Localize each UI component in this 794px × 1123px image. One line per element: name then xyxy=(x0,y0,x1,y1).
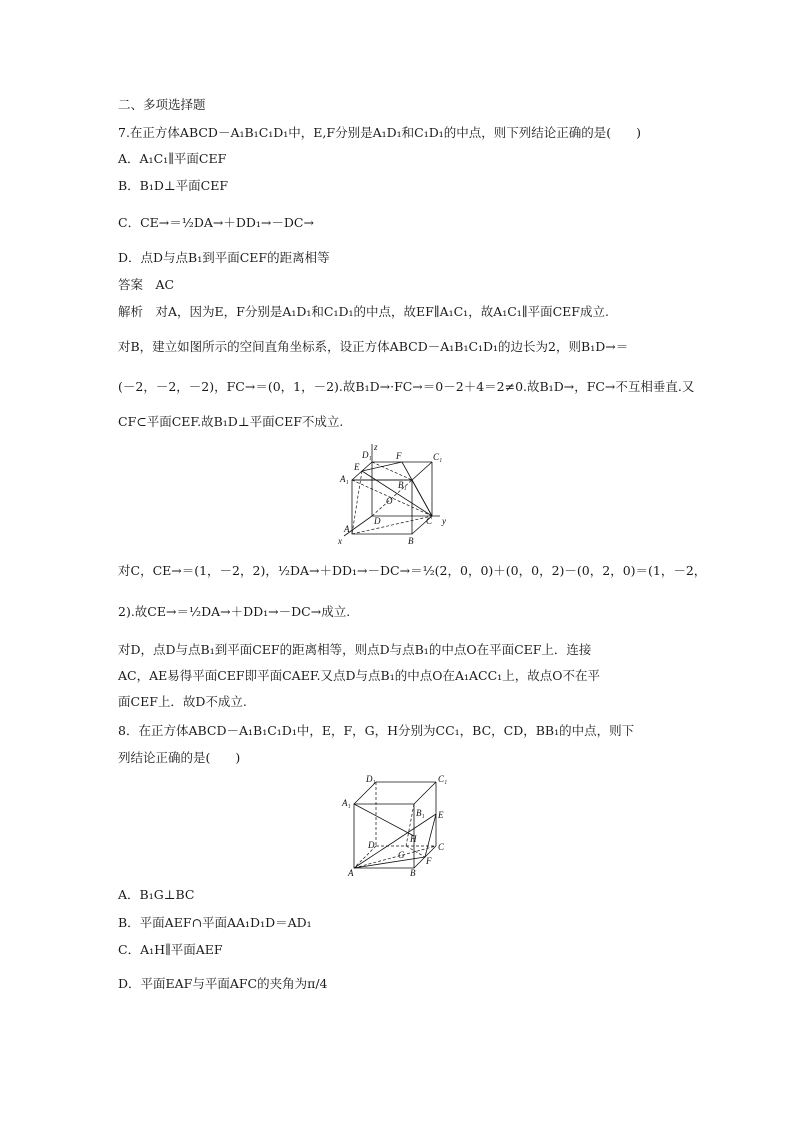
fig2-label: C xyxy=(438,842,445,852)
cube-coordinate-figure xyxy=(336,440,456,546)
fig1-label: C₁ xyxy=(433,452,443,462)
fig2-label: D xyxy=(368,840,375,850)
fig2-label: A₁ xyxy=(342,798,351,808)
q7-analysis-c-line: 对C，CE→＝(1，－2，2)，½DA→＋DD₁→－DC→＝½(2，0，0)＋(0，0，2)－(0，2，0)＝(1，－2， xyxy=(118,563,707,578)
fig2-label: A xyxy=(348,868,354,878)
fig1-label: B₁ xyxy=(398,480,407,490)
fig1-label: O xyxy=(386,496,393,506)
q8-option-d: D．平面EAF与平面AFC的夹角为π/4 xyxy=(118,976,328,991)
q8-option-b: B．平面AEF∩平面AA₁D₁D＝AD₁ xyxy=(118,915,312,930)
fig2-label: E xyxy=(438,810,444,820)
fig2-label: G xyxy=(398,850,405,860)
q7-analysis-d-line: 对D，点D与点B₁到平面CEF的距离相等，则点D与点B₁的中点O在平面CEF上．连接 xyxy=(118,642,592,657)
fig1-label: y xyxy=(442,516,446,526)
fig2-label: B₁ xyxy=(416,808,425,818)
fig2-label: H xyxy=(410,834,417,844)
q7-analysis-line: 对B，建立如图所示的空间直角坐标系，设正方体ABCD－A₁B₁C₁D₁的边长为2，则B₁D→＝ xyxy=(118,339,629,354)
q7-analysis-line: (－2，－2，－2)，FC→＝(0，1，－2).故B₁D→·FC→＝0－2＋4＝2≠0.故B₁D→，FC→不互相垂直.又 xyxy=(118,379,695,394)
fig1-label: D₁ xyxy=(362,450,372,460)
section-title: 二、多项选择题 xyxy=(118,97,206,112)
q8-option-a: A．B₁G⊥BC xyxy=(118,887,195,902)
q7-answer: 答案 AC xyxy=(118,277,175,292)
fig2-label: F xyxy=(426,856,432,866)
cube-figure xyxy=(340,774,462,880)
fig1-label: z xyxy=(374,442,378,452)
fig1-label: A₁ xyxy=(340,474,349,484)
q8-stem: 列结论正确的是( ) xyxy=(118,750,241,765)
q7-option-b: B．B₁D⊥平面CEF xyxy=(118,178,229,193)
q8-option-c: C．A₁H∥平面AEF xyxy=(118,942,223,957)
fig2-label: D₁ xyxy=(366,774,376,784)
q7-stem: 7.在正方体ABCD－A₁B₁C₁D₁中，E,F分别是A₁D₁和C₁D₁的中点，则下列结论正确的是( ) xyxy=(118,125,642,140)
fig1-label: x xyxy=(338,536,342,546)
fig2-label: B xyxy=(410,868,416,878)
q7-analysis-c-line: 2).故CE→＝½DA→＋DD₁→－DC→成立. xyxy=(118,604,351,619)
fig1-label: A xyxy=(344,524,350,534)
q7-analysis-line: CF⊂平面CEF.故B₁D⊥平面CEF不成立. xyxy=(118,414,344,429)
fig1-label: D xyxy=(374,516,381,526)
fig1-label: C xyxy=(426,516,433,526)
q7-option-c: C．CE→＝½DA→＋DD₁→－DC→ xyxy=(118,215,314,230)
q7-option-d: D．点D与点B₁到平面CEF的距离相等 xyxy=(118,250,330,265)
fig1-label: E xyxy=(354,462,360,472)
fig2-label: C₁ xyxy=(438,774,448,784)
fig1-label: F xyxy=(396,451,402,461)
q7-analysis-d-line: AC，AE易得平面CEF即平面CAEF.又点D与点B₁的中点O在A₁ACC₁上，故点O不在平 xyxy=(118,668,600,683)
q7-analysis-d-line: 面CEF上．故D不成立. xyxy=(118,694,247,709)
q7-analysis-line: 解析 对A，因为E，F分别是A₁D₁和C₁D₁的中点，故EF∥A₁C₁，故A₁C₁∥平面CEF成立. xyxy=(118,304,609,319)
q8-stem: 8．在正方体ABCD－A₁B₁C₁D₁中，E，F，G，H分别为CC₁，BC，CD，BB₁的中点，则下 xyxy=(118,723,635,738)
q7-option-a: A．A₁C₁∥平面CEF xyxy=(118,151,227,166)
fig1-label: B xyxy=(408,536,414,546)
